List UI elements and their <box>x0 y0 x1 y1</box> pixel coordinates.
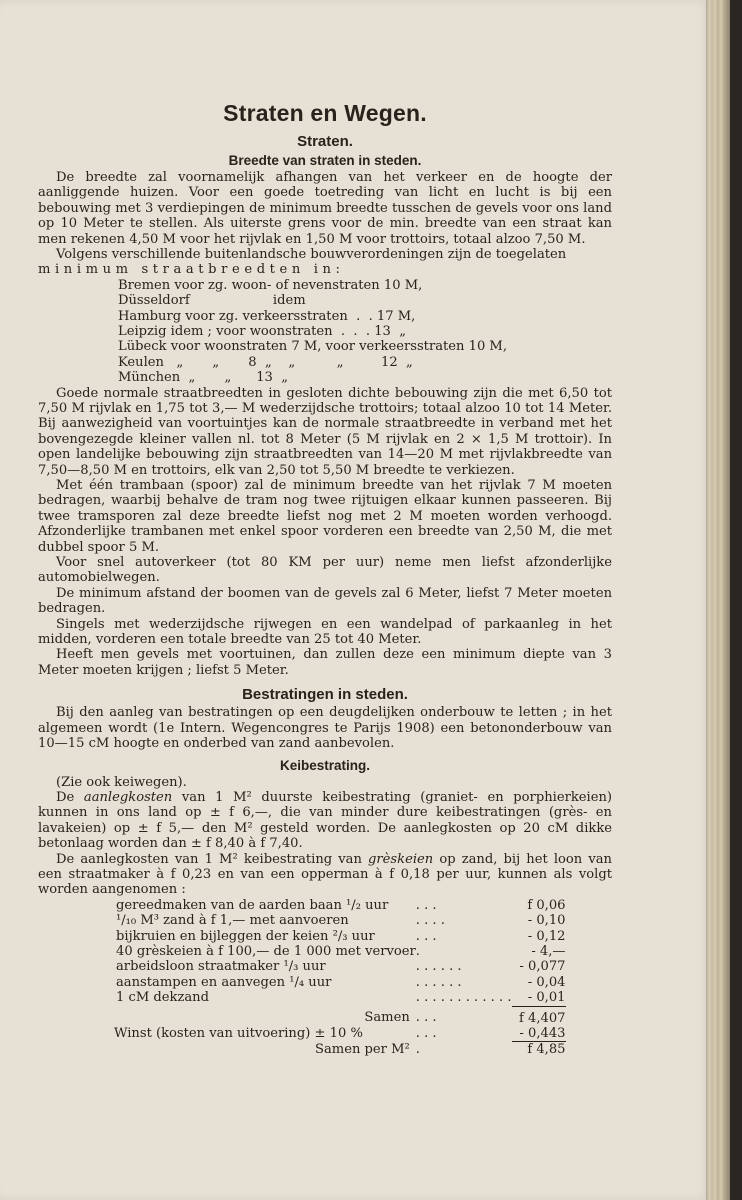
city-item: Hamburg voor zg. verkeersstraten . . 17 M, <box>118 308 416 324</box>
cost-item: gereedmaken van de aarden baan ¹/₂ uur <box>116 897 389 913</box>
subtotal-row <box>116 1006 566 1026</box>
page-edge <box>706 0 730 1200</box>
leader-dots: . . . <box>415 897 437 913</box>
paragraph: Goede normale straatbreedten in gesloten dichte bebouwing zijn die met 6,50 tot 7,50 M rijvlak en 1,75 tot 3,— M wederzijdsche trottoirs; totaal alzoo 10 tot 14 Meter. Bij aanwezigheid van voortuintjes kan de normale straatbreedte in verband met het bovengezegde kleiner vallen nl. tot 8 Meter (5 M rijvlak en 2 × 1,5 M trottoir). In open landelijke bebouwing zijn straatbreedten van 14—20 M met rijvlakbreedte van 7,50—8,50 M en trottoirs, elk van 2,50 tot 5,50 M breedte te verkiezen. <box>38 385 612 478</box>
section-heading-bestratingen: Bestratingen in steden. <box>242 686 408 704</box>
cost-row <box>116 944 566 959</box>
cost-row <box>116 898 566 913</box>
city-item: Lübeck voor woonstraten 7 M, voor verkeersstraten 10 M, <box>118 339 508 355</box>
cost-item: 40 grèskeien à f 100,— de 1 000 met vervoer <box>116 943 416 959</box>
winst-row <box>116 1026 566 1042</box>
cost-amount: - 0,10 <box>527 913 566 929</box>
cost-row <box>116 913 566 928</box>
paragraph <box>38 790 612 852</box>
text-run: op zand, bij het loon van een straatmaker à f 0,23 en van een opperman à f 0,18 per uur, kunnen als volgt worden aangenomen : <box>38 851 612 898</box>
text-run: De <box>56 789 84 805</box>
city-list <box>118 278 612 386</box>
page-content <box>38 98 612 1058</box>
subtotal-amount: f 4,407 <box>512 1006 566 1026</box>
cost-amount: f 0,06 <box>527 897 566 913</box>
leader-dots: . <box>415 1042 420 1058</box>
winst-label: Winst (kosten van uitvoering) ± 10 % <box>114 1026 363 1042</box>
page-title: Straten en Wegen. <box>223 100 427 126</box>
subheading-breedte: Breedte van straten in steden. <box>228 153 422 168</box>
cost-amount: - 0,04 <box>527 974 566 990</box>
paragraph: Volgens verschillende buitenlandsche bouwverordeningen zijn de toegelaten <box>56 247 567 263</box>
city-item: München „ „ 13 „ <box>118 370 288 386</box>
paragraph: Heeft men gevels met voortuinen, dan zullen deze een minimum diepte van 3 Meter moeten krijgen ; liefst 5 Meter. <box>38 647 612 678</box>
cost-amount: - 0,12 <box>527 928 566 944</box>
leader-dots: . . . <box>415 928 437 944</box>
italic-term: grèskeien <box>368 851 434 867</box>
paragraph: (Zie ook keiwegen). <box>56 774 187 790</box>
italic-term: aanlegkosten <box>83 789 173 805</box>
cost-item: 1 cM dekzand <box>116 990 209 1006</box>
paragraph: De breedte zal voornamelijk afhangen van het verkeer en de hoogte der aanliggende huizen. Voor een goede toetreding van licht en lucht is bij een bebouwing met 3 verdiepingen de minimum breedte tusschen de gevels voor ons land op 10 Meter te stellen. Als uiterste grens voor de min. breedte van een straat kan men rekenen 4,50 M voor het rijvlak en 1,50 M voor trottoirs, totaal alzoo 7,50 M. <box>38 170 612 247</box>
text-run: De aanlegkosten van 1 M² keibestrating van <box>56 851 369 867</box>
leader-dots: . . . <box>415 1026 437 1042</box>
cost-item: ¹/₁₀ M³ zand à f 1,— met aanvoeren <box>116 913 349 929</box>
paragraph: Voor snel autoverkeer (tot 80 KM per uur) neme men liefst afzonderlijke automobielwegen. <box>38 555 612 586</box>
leader-dots: . . . . <box>415 913 445 929</box>
cost-row <box>116 975 566 990</box>
leader-dots: . . . <box>415 1010 437 1026</box>
city-item: Düsseldorf idem <box>118 293 306 309</box>
cost-amount: - 4,— <box>531 943 566 959</box>
city-item: Keulen „ „ 8 „ „ „ 12 „ <box>118 354 413 370</box>
paragraph-spaced: minimum straatbreedten in: <box>38 262 345 278</box>
leader-dots: . . . . . . . . . . . . <box>415 990 512 1006</box>
leader-dots: . . . . . . <box>415 974 462 990</box>
cost-item: arbeidsloon straatmaker ¹/₃ uur <box>116 959 326 975</box>
cost-item: bijkruien en bijleggen der keien ²/₃ uur <box>116 928 375 944</box>
subtotal-label: Samen <box>364 1010 410 1026</box>
subheading-keibestrating: Keibestrating. <box>279 757 371 773</box>
cost-amount: - 0,01 <box>527 990 566 1006</box>
total-row <box>116 1042 566 1058</box>
cost-row <box>116 959 566 974</box>
city-item: Bremen voor zg. woon- of nevenstraten 10 M, <box>118 277 423 293</box>
cost-row <box>116 990 566 1006</box>
cost-table <box>116 898 566 1058</box>
total-amount: f 4,85 <box>512 1042 566 1058</box>
paragraph: Singels met wederzijdsche rijwegen en een wandelpad of parkaanleg in het midden, vorderen een totale breedte van 25 tot 40 Meter. <box>38 616 612 648</box>
paragraph <box>38 852 612 898</box>
city-item: Leipzig idem ; voor woonstraten . . . 13 „ <box>118 324 406 340</box>
section-heading-straten: Straten. <box>297 133 353 150</box>
paragraph: De minimum afstand der boomen van de gevels zal 6 Meter, liefst 7 Meter moeten bedragen. <box>38 585 612 617</box>
leader-dots: . <box>415 943 420 959</box>
leader-dots: . . . . . . <box>415 959 462 975</box>
text-run: van 1 M² duurste keibestrating (graniet- en porphierkeien) kunnen in ons land op ± f 6,—, die van minder dure keibestratingen (grès- en lavakeien) op ± f 5,— den M² gesteld worden. De aanlegkosten op 20 cM dikke betonlaag worden dan ± f 8,40 à f 7,40. <box>38 789 612 852</box>
winst-amount: - 0,443 <box>519 1026 566 1042</box>
paragraph: Bij den aanleg van bestratingen op een deugdelijken onderbouw te letten ; in het algemeen wordt (1e Intern. Wegencongres te Parijs 1908) een betononderbouw van 10—15 cM hoogte en onderbed van zand aanbevolen. <box>38 705 612 752</box>
paragraph: Met één trambaan (spoor) zal de minimum breedte van het rijvlak 7 M moeten bedragen, waarbij behalve de tram nog twee rijtuigen elkaar kunnen passeeren. Bij twee tramsporen zal deze breedte liefst nog met 2 M moeten worden verhoogd. Afzonderlijke trambanen met enkel spoor vorderen een breedte van 2,50 M, die met dubbel spoor 5 M. <box>38 478 612 555</box>
total-label: Samen per M² <box>315 1042 410 1058</box>
cost-item: aanstampen en aanvegen ¹/₄ uur <box>116 974 332 990</box>
cost-row <box>116 929 566 944</box>
cost-amount: - 0,077 <box>519 959 566 975</box>
